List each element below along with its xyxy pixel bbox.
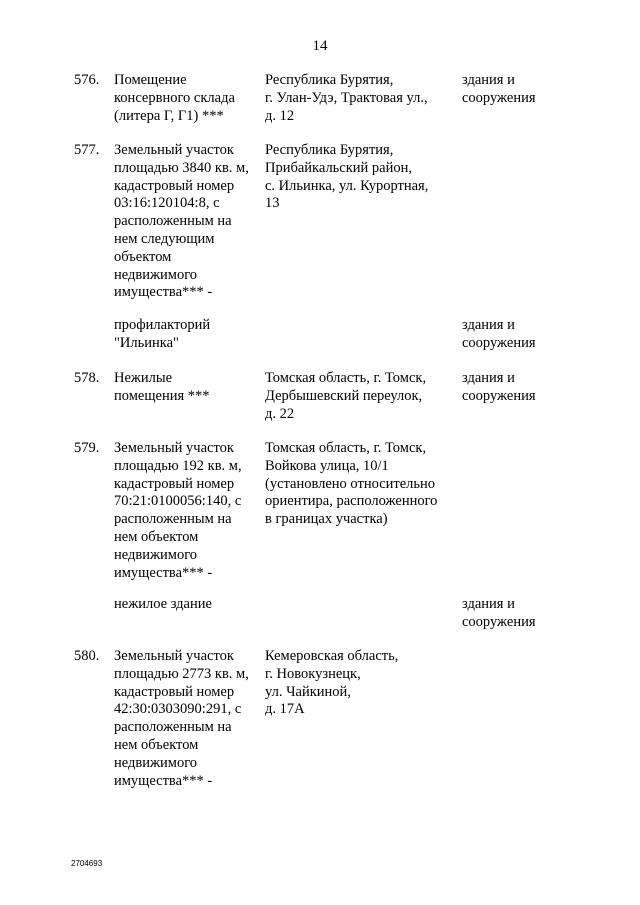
document-code: 2704693 — [71, 859, 103, 868]
entry-object: Земельный участок площадью 3840 кв. м, кадастровый номер 03:16:120104:8, с расположенным на нем следующим объектом недвижимого имущества*** - — [114, 142, 249, 301]
entry-object: Нежилые помещения *** — [114, 370, 210, 404]
entry-object: Земельный участок площадью 2773 кв. м, кадастровый номер 42:30:0303090:291, с расположенным на нем объектом недвижимого имущества*** - — [114, 648, 249, 789]
entry-sub-object: нежилое здание — [114, 596, 212, 612]
entry-number: 580. — [74, 648, 100, 664]
entry-address: Республика Бурятия, Прибайкальский район, с. Ильинка, ул. Курортная, 13 — [265, 142, 429, 212]
entry-number: 577. — [74, 142, 100, 158]
entry-address: Томская область, г. Томск, Дербышевский переулок, д. 22 — [265, 370, 427, 422]
entry-number: 578. — [74, 370, 100, 386]
entry-sub-type: здания и сооружения — [462, 317, 536, 351]
page-number: 14 — [312, 38, 328, 54]
entry-object: Помещение консервного склада (литера Г, Г1) *** — [114, 72, 235, 124]
entry-address: Республика Бурятия, г. Улан-Удэ, Трактовая ул., д. 12 — [265, 72, 428, 124]
entry-type: здания и сооружения — [462, 72, 536, 106]
entry-address: Томская область, г. Томск, Войкова улица, 10/1 (установлено относительно ориентира, расположенного в границах участка) — [265, 440, 438, 528]
entry-number: 576. — [74, 72, 100, 88]
entry-number: 579. — [74, 440, 100, 456]
entry-address: Кемеровская область, г. Новокузнецк, ул. Чайкиной, д. 17А — [265, 648, 399, 718]
entry-type: здания и сооружения — [462, 370, 536, 404]
entry-sub-object: профилакторий "Ильинка" — [114, 317, 211, 351]
entry-sub-type: здания и сооружения — [462, 596, 536, 630]
entry-object: Земельный участок площадью 192 кв. м, кадастровый номер 70:21:0100056:140, с расположенным на нем объектом недвижимого имущества*** - — [114, 440, 242, 581]
